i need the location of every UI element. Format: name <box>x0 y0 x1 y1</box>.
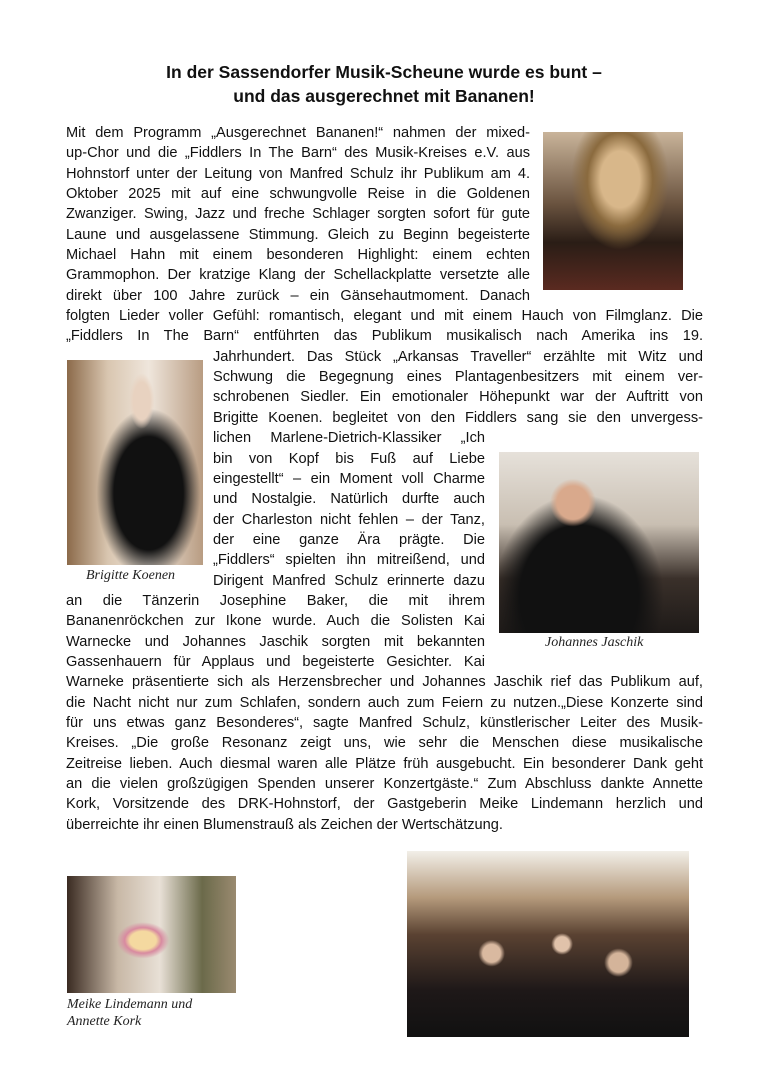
body-line: und Nostalgie. Natürlich durfte auch <box>213 491 485 508</box>
headline-line-1: In der Sassendorfer Musik-Scheune wurde es bunt – <box>166 62 602 82</box>
body-line: Schwung die Begegnung eines Plantagenbesitzers mit einem ver- <box>213 369 703 386</box>
caption-meike-line-1: Meike Lindemann und <box>67 997 193 1012</box>
body-line: schrobenen Siedler. Ein emotionaler Höhepunkt war der Auftritt von <box>213 389 703 406</box>
photo-choir-audience <box>407 851 689 1037</box>
body-line: Kreises. „Die große Resonanz zeigt uns, wie sehr die Menschen diese musikalische <box>66 735 703 752</box>
body-line: Laune und ausgelassene Stimmung. Gleich zu Beginn begeisterte <box>66 226 530 243</box>
body-line: Zeitreise lieben. Auch diesmal waren alle Plätze früh ausgebucht. Ein besonderer Dank geht <box>66 755 703 772</box>
photo-johannes-jaschik <box>499 452 699 633</box>
headline-line-2: und das ausgerechnet mit Bananen! <box>233 86 535 106</box>
body-line: Dirigent Manfred Schulz erinnerte dazu <box>213 572 485 589</box>
body-line: Warnecke und Johannes Jaschik sorgten mit bekannten <box>66 633 485 650</box>
photo-brigitte-koenen <box>67 360 203 565</box>
body-line: für uns etwas ganz Besonderes“, sagte Manfred Schulz, künstlerischer Leiter des Musik- <box>66 714 703 731</box>
body-line: „Fiddlers“ spielten ihn mitreißend, und <box>213 552 485 569</box>
body-line: Oktober 2025 mit auf eine schwungvolle Reise in die Goldenen <box>66 186 530 203</box>
body-line: der eine ganze Ära prägte. Die <box>213 531 485 548</box>
caption-brigitte: Brigitte Koenen <box>86 568 176 583</box>
body-line: lichen Marlene-Dietrich-Klassiker „Ich <box>213 430 485 447</box>
photo-grammophon <box>543 132 683 290</box>
body-line: Jahrhundert. Das Stück „Arkansas Traveller“ erzählte mit Witz und <box>213 348 703 365</box>
photo-meike-annette <box>67 876 236 993</box>
body-line: Kork, Vorsitzende des DRK-Hohnstorf, der Gastgeberin Meike Lindemann herzlich und <box>66 796 703 813</box>
body-line: Warneke präsentierte sich als Herzensbrecher und Johannes Jaschik rief das Publikum auf, <box>66 674 703 691</box>
body-line: direkt über 100 Jahre zurück – ein Gänsehautmoment. Danach <box>66 287 530 304</box>
body-line: up-Chor und die „Fiddlers In The Barn“ des Musik-Kreises e.V. aus <box>66 145 530 162</box>
body-line: die Nacht nicht nur zum Schlafen, sondern auch zum Feiern zu nutzen.„Diese Konzerte sind <box>66 694 703 711</box>
body-line: Mit dem Programm „Ausgerechnet Bananen!“ nahmen der mixed- <box>66 125 530 141</box>
body-line: Michael Hahn mit einem besonderen Highlight: einem echten <box>66 247 530 264</box>
body-line: folgten Lieder voller Gefühl: romantisch, elegant und mit einem Hauch von Filmglanz. Die <box>66 308 703 325</box>
body-line: an die vielen großzügigen Spenden unserer Konzertgäste.“ Zum Abschluss dankte Annette <box>66 776 703 792</box>
body-line: bin von Kopf bis Fuß auf Liebe <box>213 450 485 467</box>
body-line: eingestellt“ – ein Moment voll Charme <box>213 470 485 487</box>
body-line: Brigitte Koenen. begleitet von den Fiddlers sang sie den unvergess- <box>213 409 703 426</box>
caption-meike-line-2: Annette Kork <box>67 1014 142 1029</box>
body-line: Zwanziger. Swing, Jazz und freche Schlager sorgten sofort für gute <box>66 206 530 223</box>
body-line: Hohnstorf unter der Leitung von Manfred Schulz ihr Publikum am 4. <box>66 165 530 182</box>
body-line: überreichte ihr einen Blumenstrauß als Zeichen der Wertschätzung. <box>66 816 503 833</box>
caption-johannes: Johannes Jaschik <box>545 635 644 650</box>
body-line: Bananenröckchen zur Ikone wurde. Auch die Solisten Kai <box>66 613 485 630</box>
body-line: der Charleston nicht fehlen – der Tanz, <box>213 511 485 528</box>
body-line: „Fiddlers In The Barn“ entführten das Publikum musikalisch nach Amerika ins 19. <box>66 328 703 345</box>
body-line: Gassenhauern für Applaus und begeisterte Gesichter. Kai <box>66 653 485 670</box>
body-line: an die Tänzerin Josephine Baker, die mit ihrem <box>66 592 485 609</box>
body-line: Grammophon. Der kratzige Klang der Schellackplatte versetzte alle <box>66 267 530 284</box>
